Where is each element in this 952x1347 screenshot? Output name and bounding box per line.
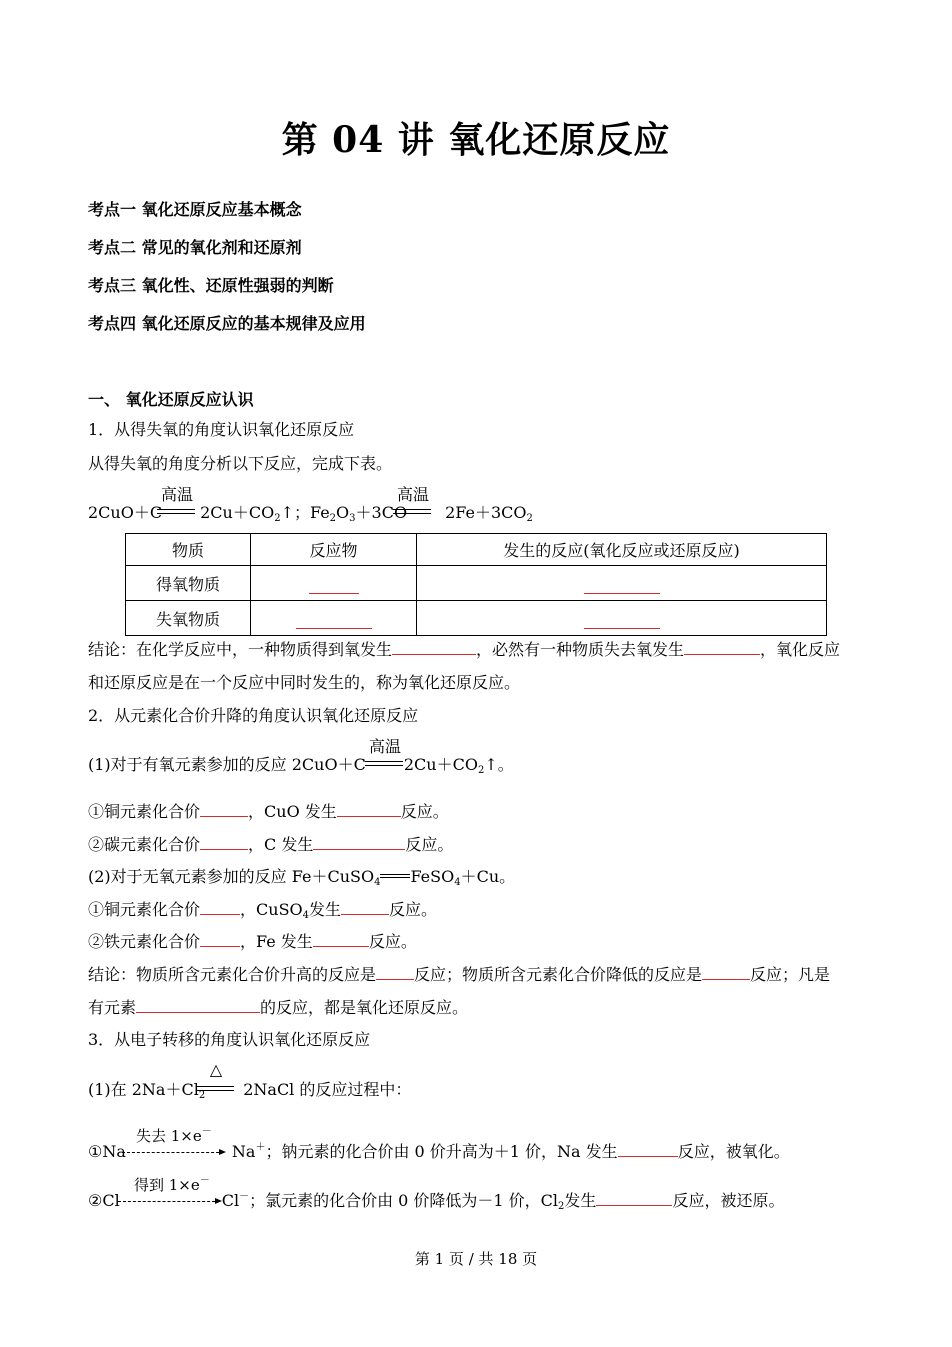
equal-sign-4	[380, 874, 410, 878]
conclusion-text: 反应；凡是	[750, 965, 831, 984]
conclusion-text: 有元素	[88, 998, 137, 1017]
eq-text: ＋Cu。	[460, 867, 516, 886]
equal-sign-3	[365, 761, 403, 766]
conclusion-text: 反应；物质所含元素化合价降低的反应是	[414, 965, 703, 984]
eq1-right: 2Cu＋CO	[200, 503, 275, 522]
cl-line: ②Cl Cl－；氯元素的化合价由 0 价降低为－1 价，$Cl_2$发生 反应，被还原。	[88, 1191, 785, 1212]
q-text: ①铜元素化合价	[88, 900, 201, 919]
kaodian-4: 考点四 氧化还原反应的基本规律及应用	[88, 314, 366, 333]
eq-text: FeSO	[410, 867, 455, 886]
q-text: 反应。	[368, 932, 417, 951]
condition-high-temp-1: 高温	[160, 485, 193, 504]
answer-blank[interactable]	[392, 640, 476, 655]
paragraph-3-title: 3．从电子转移的角度认识氧化还原反应	[88, 1030, 371, 1049]
eq-text: 2Cu＋CO	[403, 755, 478, 774]
table-header: 反应物	[251, 534, 417, 566]
p2-1-equation: (1)对于有氧元素参加的反应 2CuO＋C $2Cu+CO_2↑$。	[88, 755, 514, 776]
q-text: 反应，被还原。	[672, 1191, 785, 1210]
na-line: ①Na Na＋；钠元素的化合价由 0 价升高为＋1 价，Na 发生 反应，被氧化。	[88, 1142, 790, 1161]
section-heading: 一、 氧化还原反应认识	[88, 390, 254, 409]
answer-blank[interactable]	[584, 579, 660, 594]
condition-heat: △	[209, 1060, 223, 1079]
answer-blank[interactable]	[341, 900, 389, 915]
q-text: ①铜元素化合价	[88, 802, 201, 821]
paragraph-1-text: 从得失氧的角度分析以下反应，完成下表。	[88, 454, 393, 473]
q-text: ；氯元素的化合价由 0 价降低为－1 价，Cl	[249, 1191, 559, 1210]
q-text: ，CuO 发生	[248, 802, 337, 821]
answer-blank[interactable]	[618, 1142, 678, 1157]
p2-2-equation: (2)对于无氧元素参加的反应 Fe＋CuSO$_4$ FeSO$_4$＋Cu。	[88, 867, 516, 888]
paragraph-1-title: 1．从得失氧的角度认识氧化还原反应	[88, 420, 355, 439]
answer-blank[interactable]	[596, 1191, 672, 1206]
conclusion-2-line-2	[88, 998, 468, 1018]
answer-blank[interactable]	[296, 614, 372, 629]
q-text: ，Fe 发生	[240, 932, 313, 951]
equal-sign-2	[393, 509, 431, 514]
p2-1-ii	[88, 835, 453, 855]
eq1-left: 2CuO＋C	[88, 503, 163, 522]
answer-blank[interactable]	[337, 802, 401, 817]
table-cell-blank[interactable]	[417, 566, 827, 601]
label-text: 失去 1×e	[136, 1127, 202, 1145]
answer-blank[interactable]	[313, 932, 369, 947]
page-title: 第 04 讲 氧化还原反应	[281, 119, 671, 161]
eq-text: 2NaCl 的反应过程中：	[243, 1080, 412, 1099]
equation-line-1: 2CuO＋C $2Cu+CO_2↑$；$Fe_2O_3+3CO$ $2Fe+3CO_2$	[88, 503, 533, 524]
answer-blank[interactable]	[200, 835, 248, 850]
kaodian-1: 考点一 氧化还原反应基本概念	[88, 200, 302, 219]
q-text: ，C 发生	[248, 835, 314, 854]
kaodian-3: 考点三 氧化性、还原性强弱的判断	[88, 276, 334, 295]
conclusion-text: 结论：物质所含元素化合价升高的反应是	[88, 965, 377, 984]
eq2-right: 2Fe＋3CO	[445, 503, 527, 522]
p3-1-equation: (1)在 $2Na+Cl_2$ 2NaCl 的反应过程中：	[88, 1080, 412, 1101]
answer-blank[interactable]	[376, 965, 414, 980]
na-electron-label: 失去 1×e－	[136, 1126, 212, 1145]
answer-blank[interactable]	[136, 998, 260, 1013]
q-text: ，CuSO	[240, 900, 303, 919]
table-header: 物质	[126, 534, 251, 566]
kaodian-2: 考点二 常见的氧化剂和还原剂	[88, 238, 302, 257]
label-text: 得到 1×e	[134, 1176, 200, 1194]
answer-blank[interactable]	[309, 579, 359, 594]
conclusion-1-line-1	[88, 640, 840, 660]
paragraph-2-title: 2．从元素化合价升降的角度认识氧化还原反应	[88, 706, 419, 725]
answer-blank[interactable]	[684, 640, 760, 655]
conclusion-1-line-2: 和还原反应是在一个反应中同时发生的，称为氧化还原反应。	[88, 673, 521, 692]
cl-electron-label: 得到 1×e－	[134, 1175, 210, 1194]
oxygen-table	[125, 533, 827, 636]
p2-1-i	[88, 802, 449, 822]
q-text: Cl	[221, 1191, 240, 1210]
table-cell: 失氧物质	[126, 601, 251, 636]
conclusion-text: ，必然有一种物质失去氧发生	[476, 640, 685, 659]
eq2-co: ＋3CO	[355, 503, 408, 522]
table-cell-blank[interactable]	[251, 601, 417, 636]
table-header-row	[126, 534, 827, 566]
q-text: ①Na	[88, 1142, 126, 1161]
answer-blank[interactable]	[200, 900, 240, 915]
q-text: ②铁元素化合价	[88, 932, 201, 951]
answer-blank[interactable]	[702, 965, 750, 980]
table-cell: 得氧物质	[126, 566, 251, 601]
q-text: 反应。	[389, 900, 438, 919]
q-text: Na	[231, 1142, 256, 1161]
table-cell-blank[interactable]	[251, 566, 417, 601]
q-text: 反应，被氧化。	[677, 1142, 790, 1161]
answer-blank[interactable]	[313, 835, 405, 850]
answer-blank[interactable]	[200, 802, 248, 817]
q-text: 反应。	[405, 835, 454, 854]
table-row	[126, 601, 827, 636]
condition-high-temp-3: 高温	[368, 737, 401, 756]
table-cell-blank[interactable]	[417, 601, 827, 636]
eq-text: (2)对于无氧元素参加的反应 Fe＋CuSO	[88, 867, 375, 886]
table-row	[126, 566, 827, 601]
q-text: ②Cl	[88, 1191, 120, 1210]
equal-sign-1	[157, 509, 195, 514]
condition-high-temp-2: 高温	[396, 485, 429, 504]
conclusion-text: 的反应，都是氧化还原反应。	[260, 998, 469, 1017]
answer-blank[interactable]	[584, 614, 660, 629]
conclusion-text: 结论：在化学反应中，一种物质得到氧发生	[88, 640, 393, 659]
equal-sign-5	[196, 1086, 234, 1091]
eq-text: ↑。	[484, 755, 514, 774]
q-text: 发生	[564, 1191, 597, 1210]
page-footer: 第 1 页 / 共 18 页	[414, 1250, 538, 1268]
conclusion-text: ，氧化反应	[760, 640, 841, 659]
q-text: ②碳元素化合价	[88, 835, 201, 854]
eq-text: (1)对于有氧元素参加的反应 2CuO＋C	[88, 755, 366, 774]
eq-text: (1)在 2Na＋Cl	[88, 1080, 199, 1099]
table-header: 发生的反应(氧化反应或还原反应)	[417, 534, 827, 566]
q-text: 反应。	[400, 802, 449, 821]
q-text: ；钠元素的化合价由 0 价升高为＋1 价，Na 发生	[265, 1142, 618, 1161]
q-text: 发生	[309, 900, 342, 919]
eq1-tail: ↑；Fe	[280, 503, 330, 522]
answer-blank[interactable]	[200, 932, 240, 947]
conclusion-2-line-1	[88, 965, 830, 985]
p2-2-i: ①铜元素化合价 ，CuSO$_4$发生 反应。	[88, 900, 438, 921]
p2-2-ii	[88, 932, 417, 952]
eq2-o: O	[336, 503, 350, 522]
